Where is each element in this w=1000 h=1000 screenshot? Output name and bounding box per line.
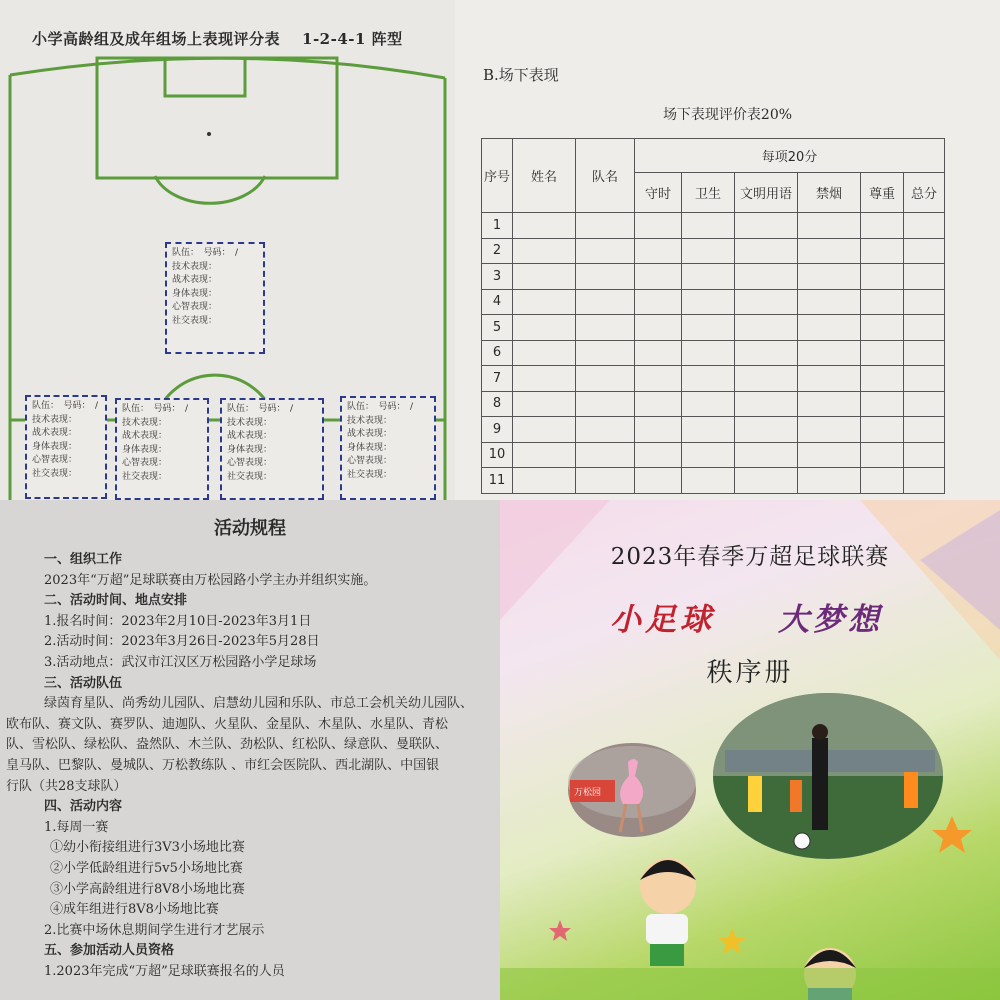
table-cell	[576, 391, 635, 417]
header-name: 姓名	[513, 139, 576, 213]
card-line: 心智表现：	[347, 456, 393, 466]
table-cell	[635, 340, 682, 366]
rules-line: 2.比赛中场休息期间学生进行才艺展示	[44, 922, 265, 938]
card-line: 社交表现：	[227, 471, 273, 482]
table-cell	[904, 468, 945, 494]
rules-line: ③小学高龄组进行8V8小场地比赛	[50, 881, 245, 897]
banner-text: 万松园	[574, 788, 602, 798]
card-line: 战术表现：	[122, 431, 168, 441]
table-cell	[798, 213, 861, 239]
header-item: 守时	[635, 173, 682, 213]
table-cell	[513, 315, 576, 341]
card-line: 身体表现：	[347, 442, 393, 453]
table-cell	[513, 417, 576, 443]
card-line: 技术表现：	[347, 415, 393, 426]
rules-line: 2023年“万超”足球联赛由万松园路小学主办并组织实施。	[44, 572, 377, 588]
rules-line: ②小学低龄组进行5v5小场地比赛	[50, 860, 243, 876]
table-cell	[861, 289, 904, 315]
table-cell	[735, 391, 798, 417]
card-line: 队伍： 号码： /	[347, 402, 414, 412]
table-cell	[861, 340, 904, 366]
row-number: 10	[482, 442, 513, 468]
table-cell	[735, 340, 798, 366]
table-row	[482, 238, 945, 264]
rules-line: 3.活动地点：武汉市江汉区万松园路小学足球场	[44, 654, 317, 670]
table-cell	[635, 417, 682, 443]
rules-line: 2.活动时间：2023年3月26日-2023年5月28日	[44, 634, 320, 650]
card-line: 技术表现：	[227, 417, 273, 428]
header-no: 序号	[482, 139, 513, 213]
table-cell	[682, 340, 735, 366]
card-line: 战术表现：	[347, 429, 393, 439]
card-line: 技术表现：	[172, 261, 218, 272]
rules-body	[6, 550, 494, 982]
table-cell	[904, 315, 945, 341]
offfield-evaluation-page	[455, 0, 1000, 500]
table-cell	[798, 238, 861, 264]
table-cell	[682, 442, 735, 468]
table-cell	[861, 417, 904, 443]
rules-line: 1.报名时间：2023年2月10日-2023年3月1日	[44, 613, 312, 629]
table-cell	[682, 417, 735, 443]
table-cell	[513, 289, 576, 315]
card-line: 技术表现：	[32, 414, 78, 425]
table-cell	[904, 264, 945, 290]
table-cell	[904, 340, 945, 366]
row-number: 6	[482, 340, 513, 366]
table-cell	[513, 468, 576, 494]
table-cell	[904, 289, 945, 315]
rules-line: 绿茵育星队、尚秀幼儿园队、启慧幼儿园和乐队、市总工会机关幼儿园队、	[44, 696, 474, 712]
table-cell	[861, 315, 904, 341]
table-cell	[513, 391, 576, 417]
table-cell	[798, 340, 861, 366]
table-cell	[904, 366, 945, 392]
rules-line: ①幼小衔接组进行3V3小场地比赛	[50, 840, 245, 856]
table-cell	[798, 315, 861, 341]
row-number: 4	[482, 289, 513, 315]
pitch-scoring-sheet	[0, 0, 455, 500]
table-row	[482, 417, 945, 443]
table-cell	[904, 213, 945, 239]
table-cell	[635, 468, 682, 494]
table-cell	[635, 366, 682, 392]
header-item: 总分	[904, 173, 945, 213]
card-line: 社交表现：	[172, 315, 218, 326]
card-line: 社交表现：	[347, 469, 393, 480]
table-cell	[576, 289, 635, 315]
table-cell	[513, 366, 576, 392]
table-cell	[635, 391, 682, 417]
table-cell	[798, 442, 861, 468]
table-row	[482, 340, 945, 366]
table-cell	[735, 417, 798, 443]
table-cell	[735, 213, 798, 239]
table-cell	[798, 468, 861, 494]
card-line: 队伍： 号码： /	[122, 404, 189, 414]
table-cell	[682, 238, 735, 264]
table-cell	[576, 213, 635, 239]
card-line: 社交表现：	[122, 471, 168, 482]
table-cell	[798, 391, 861, 417]
rules-line: 欧布队、赛文队、赛罗队、迪迦队、火星队、金星队、木星队、水星队、青松	[6, 716, 449, 732]
header-item: 禁烟	[798, 173, 861, 213]
table-cell	[635, 213, 682, 239]
rules-section-heading: 五、参加活动人员资格	[44, 943, 175, 959]
table-cell	[513, 442, 576, 468]
table-cell	[576, 417, 635, 443]
table-cell	[904, 417, 945, 443]
card-line: 技术表现：	[122, 417, 168, 428]
rules-section-heading: 三、活动队伍	[44, 675, 123, 691]
evaluation-table	[481, 138, 945, 494]
section-heading: B.场下表现	[483, 66, 559, 84]
table-cell	[576, 340, 635, 366]
table-cell	[513, 340, 576, 366]
table-cell	[735, 366, 798, 392]
table-cell	[735, 315, 798, 341]
rules-section-heading: 四、活动内容	[44, 799, 123, 815]
card-line: 心智表现：	[227, 458, 273, 468]
table-cell	[635, 238, 682, 264]
rules-line: 队、雪松队、绿松队、盎然队、木兰队、劲松队、红松队、绿意队、曼联队、	[6, 737, 449, 753]
table-cell	[904, 391, 945, 417]
card-line: 心智表现：	[172, 302, 218, 312]
table-cell	[576, 366, 635, 392]
rules-line: 皇马队、巴黎队、曼城队、万松教练队 、市红会医院队、西北湖队、中国银	[6, 757, 440, 773]
table-cell	[735, 264, 798, 290]
table-cell	[635, 264, 682, 290]
player-card-3	[220, 398, 324, 500]
card-line: 战术表现：	[172, 275, 218, 285]
header-item: 尊重	[861, 173, 904, 213]
table-cell	[682, 264, 735, 290]
table-cell	[735, 442, 798, 468]
table-cell	[576, 264, 635, 290]
table-cell	[861, 366, 904, 392]
table-cell	[798, 264, 861, 290]
card-line: 心智表现：	[32, 455, 78, 465]
table-row	[482, 366, 945, 392]
table-row	[482, 213, 945, 239]
rules-line: 1.每周一赛	[44, 819, 109, 835]
player-card-1	[25, 395, 107, 499]
table-cell	[861, 264, 904, 290]
table-cell	[904, 442, 945, 468]
formation-label: 1-2-4-1 阵型	[302, 30, 403, 48]
table-cell	[861, 442, 904, 468]
table-cell	[861, 238, 904, 264]
card-line: 战术表现：	[32, 428, 78, 438]
player-card-4	[340, 396, 436, 500]
cover-background-art	[500, 500, 1000, 1000]
table-cell	[904, 238, 945, 264]
table-row	[482, 264, 945, 290]
header-group: 每项20分	[635, 139, 945, 173]
table-cell	[798, 289, 861, 315]
table-cell	[861, 468, 904, 494]
row-number: 7	[482, 366, 513, 392]
table-title: 场下表现评价表20%	[662, 107, 793, 123]
table-cell	[635, 289, 682, 315]
table-cell	[635, 315, 682, 341]
card-line: 身体表现：	[172, 288, 218, 299]
table-cell	[798, 366, 861, 392]
booklet-label: 秩序册	[706, 658, 794, 688]
player-card-center	[165, 242, 265, 354]
table-cell	[735, 289, 798, 315]
card-line: 心智表现：	[122, 458, 168, 468]
table-cell	[513, 264, 576, 290]
sheet-title-text: 小学高龄组及成年组场上表现评分表	[32, 30, 281, 48]
table-cell	[576, 468, 635, 494]
row-number: 9	[482, 417, 513, 443]
card-line: 队伍： 号码： /	[32, 401, 99, 411]
row-number: 1	[482, 213, 513, 239]
rules-line: ④成年组进行8V8小场地比赛	[50, 902, 219, 918]
card-line: 队伍： 号码： /	[227, 404, 294, 414]
table-row	[482, 391, 945, 417]
row-number: 5	[482, 315, 513, 341]
cover-title: 2023年春季万超足球联赛	[610, 544, 890, 570]
table-cell	[682, 391, 735, 417]
table-cell	[735, 238, 798, 264]
table-cell	[513, 213, 576, 239]
table-row	[482, 468, 945, 494]
booklet-cover	[500, 500, 1000, 1000]
table-cell	[682, 315, 735, 341]
row-number: 11	[482, 468, 513, 494]
table-row	[482, 289, 945, 315]
row-number: 2	[482, 238, 513, 264]
table-cell	[576, 315, 635, 341]
card-line: 身体表现：	[32, 441, 78, 452]
table-cell	[798, 417, 861, 443]
table-cell	[735, 468, 798, 494]
rules-line: 1.2023年完成“万超”足球联赛报名的人员	[44, 963, 285, 979]
row-number: 3	[482, 264, 513, 290]
table-row	[482, 315, 945, 341]
card-line: 身体表现：	[122, 444, 168, 455]
header-team: 队名	[576, 139, 635, 213]
table-cell	[861, 213, 904, 239]
table-row	[482, 442, 945, 468]
rules-heading: 活动规程	[214, 518, 286, 539]
table-cell	[682, 213, 735, 239]
table-cell	[513, 238, 576, 264]
table-cell	[635, 442, 682, 468]
activity-rules-page	[0, 500, 500, 1000]
slogan-left: 小足球	[610, 602, 715, 638]
table-body	[482, 213, 945, 494]
card-line: 队伍： 号码： /	[172, 248, 239, 258]
slogan-right: 大梦想	[778, 602, 883, 638]
table-cell	[861, 391, 904, 417]
sheet-title	[32, 28, 403, 49]
player-card-2	[115, 398, 209, 500]
rules-section-heading: 二、活动时间、地点安排	[44, 593, 188, 609]
card-line: 身体表现：	[227, 444, 273, 455]
table-cell	[682, 468, 735, 494]
card-line: 战术表现：	[227, 431, 273, 441]
table-cell	[682, 289, 735, 315]
rules-section-heading: 一、组织工作	[44, 552, 123, 567]
header-item: 卫生	[682, 173, 735, 213]
table-cell	[576, 442, 635, 468]
row-number: 8	[482, 391, 513, 417]
table-cell	[576, 238, 635, 264]
card-line: 社交表现：	[32, 468, 78, 479]
table-cell	[682, 366, 735, 392]
rules-line: 行队（共28支球队）	[6, 778, 127, 794]
header-item: 文明用语	[735, 173, 798, 213]
